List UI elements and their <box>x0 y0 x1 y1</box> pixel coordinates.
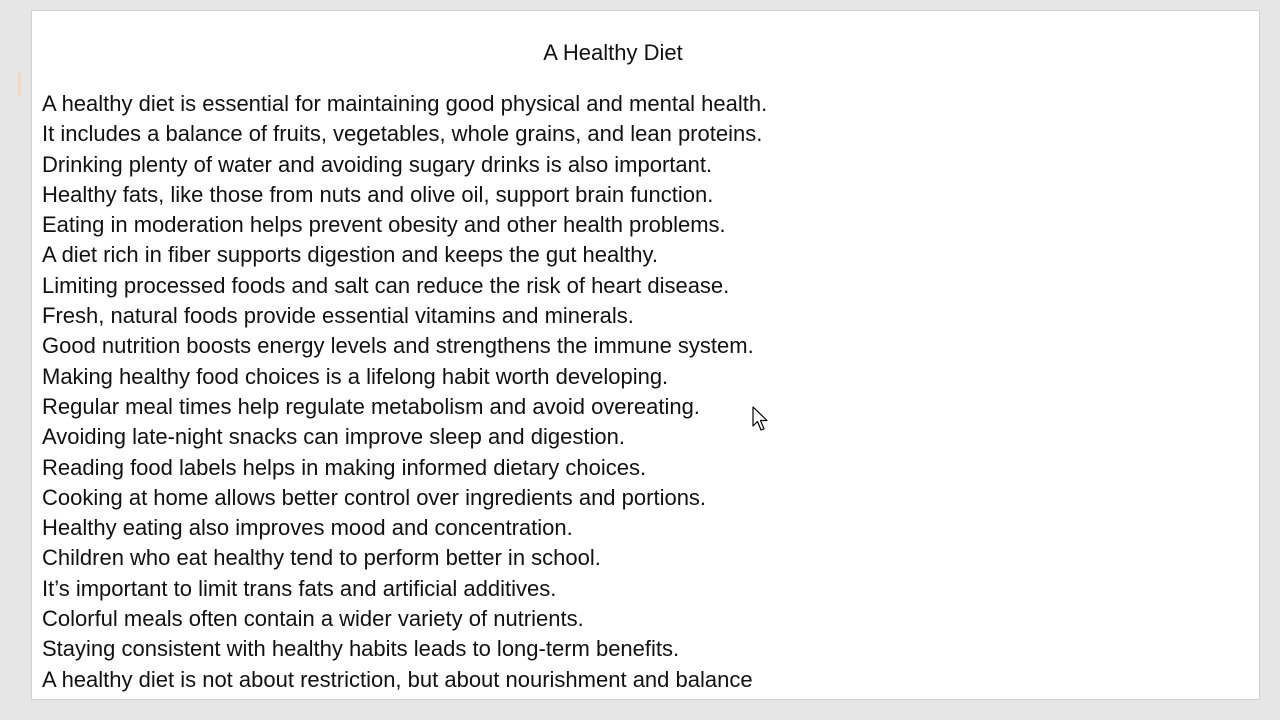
text-line: A diet rich in fiber supports digestion and keeps the gut healthy. <box>42 242 658 268</box>
text-line: Cooking at home allows better control over ingredients and portions. <box>42 484 707 510</box>
text-line: A healthy diet is not about restriction, but about nourishment and balance <box>42 666 753 692</box>
text-line: A healthy diet is essential for maintaining good physical and mental health. <box>42 91 768 116</box>
text-line: Limiting processed foods and salt can reduce the risk of heart disease. <box>42 272 730 298</box>
text-line: Colorful meals often contain a wider variety of nutrients. <box>42 606 584 632</box>
text-line: Regular meal times help regulate metabolism and avoid overeating. <box>42 393 700 419</box>
document-page[interactable] <box>31 10 1260 700</box>
text-line: Fresh, natural foods provide essential vitamins and minerals. <box>42 303 634 329</box>
text-line: Reading food labels helps in making informed dietary choices. <box>42 454 647 480</box>
text-line: Avoiding late-night snacks can improve sleep and digestion. <box>42 424 625 450</box>
text-line: Good nutrition boosts energy levels and strengthens the immune system. <box>42 333 754 359</box>
text-line: Making healthy food choices is a lifelong habit worth developing. <box>42 363 669 389</box>
text-line: Staying consistent with healthy habits leads to long-term benefits. <box>42 636 680 662</box>
mouse-pointer-icon <box>752 406 770 432</box>
page-title: A Healthy Diet <box>543 40 683 65</box>
text-line: Healthy eating also improves mood and concentration. <box>42 515 573 541</box>
text-line: Drinking plenty of water and avoiding sugary drinks is also important. <box>42 151 713 177</box>
text-line: Children who eat healthy tend to perform better in school. <box>42 545 601 571</box>
document-body[interactable] <box>42 89 767 695</box>
text-line: Healthy fats, like those from nuts and olive oil, support brain function. <box>42 181 714 207</box>
text-line: It’s important to limit trans fats and artificial additives. <box>42 575 557 601</box>
text-line: It includes a balance of fruits, vegetables, whole grains, and lean proteins. <box>42 121 763 147</box>
margin-marker <box>18 72 21 96</box>
text-line: Eating in moderation helps prevent obesity and other health problems. <box>42 212 726 238</box>
